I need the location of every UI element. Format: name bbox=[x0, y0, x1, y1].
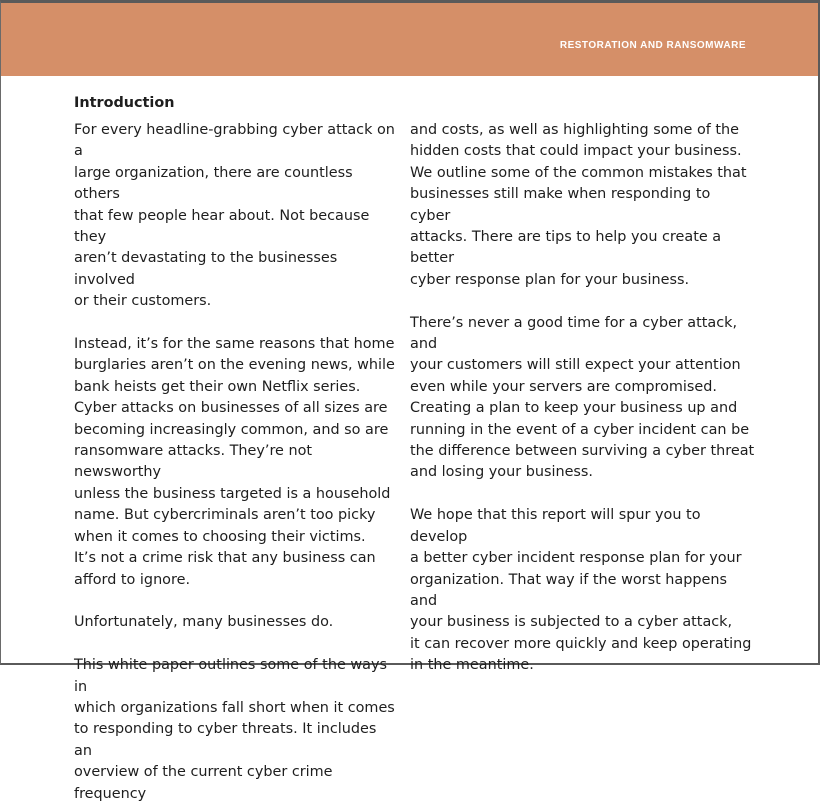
paragraph: Instead, it’s for the same reasons that home burglaries aren’t on the evening news, while bank heists get their own Netflix series. Cyber attacks on businesses of all sizes are becoming increasingly common, and so are ransomware attacks. They’re not newsworthy unless the business targeted is a household name. But cybercriminals aren’t too picky when it comes to choosing their victims. It’s not a crime risk that any business can afford to ignore. bbox=[74, 336, 395, 588]
header-banner bbox=[1, 3, 818, 76]
right-column bbox=[410, 120, 755, 677]
paragraph: This white paper outlines some of the ways in which organizations fall short when it comes to responding to cyber threats. It includes an overview of the current cyber crime frequency bbox=[74, 657, 395, 802]
left-column bbox=[74, 93, 396, 805]
paragraph: For every headline-grabbing cyber attack on a large organization, there are countless others that few people hear about. Not because they aren’t devastating to the businesses involved or their customers. bbox=[74, 122, 395, 310]
paragraph: and costs, as well as highlighting some of the hidden costs that could impact your business. We outline some of the common mistakes that businesses still make when responding to cyber attacks. There are tips to help you create a better cyber response plan for your business. bbox=[410, 122, 747, 288]
paragraph: There’s never a good time for a cyber attack, and your customers will still expect your attention even while your servers are compromised. Creating a plan to keep your business up and running in the event of a cyber incident can be the difference between surviving a cyber threat and losing your business. bbox=[410, 314, 755, 481]
section-heading: Introduction bbox=[74, 95, 175, 111]
section-title: RESTORATION AND RANSOMWARE bbox=[559, 40, 746, 51]
paragraph: We hope that this report will spur you to develop a better cyber incident response plan for your organization. That way if the worst happens and your business is subjected to a cyber attack, it can recover more quickly and keep operating in the meantime. bbox=[410, 507, 752, 674]
paragraph: Unfortunately, many businesses do. bbox=[74, 614, 334, 631]
